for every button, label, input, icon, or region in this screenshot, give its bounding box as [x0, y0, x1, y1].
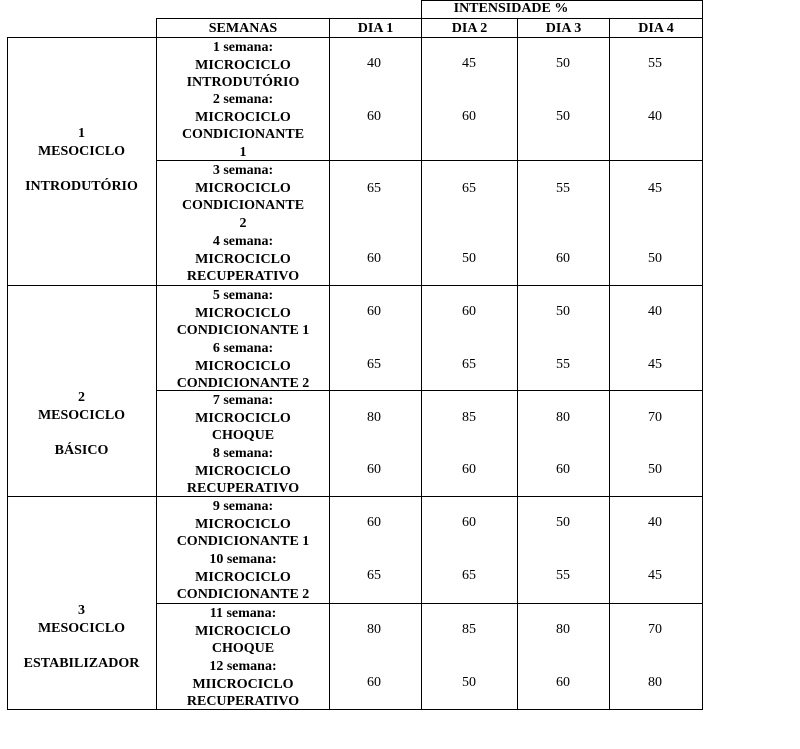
week-row-3	[157, 162, 329, 232]
microcycle-text: CONDICIONANTE 2	[176, 587, 310, 602]
intensity-value-week-3-dia-3: 55	[556, 181, 570, 196]
week-label: 3 semana:	[212, 163, 274, 178]
microcycle-text: MICROCICLO	[195, 57, 291, 73]
intensity-value-week-4-dia-2: 50	[462, 251, 476, 266]
microcycle-text: RECUPERATIVO	[186, 481, 300, 496]
rule-dia4	[609, 18, 610, 710]
week-label: 7 semana:	[212, 393, 274, 408]
microcycle-text: CONDICIONANTE 2	[176, 376, 310, 391]
intensity-value-week-8-dia-4: 50	[648, 462, 662, 477]
intensity-value-week-2-dia-3: 50	[556, 109, 570, 124]
microcycle-text: CONDICIONANTE	[181, 198, 305, 213]
intensity-value-week-10-dia-1: 65	[367, 568, 381, 583]
intensity-value-week-1-dia-2: 45	[462, 56, 476, 71]
header-dia-1: DIA 1	[357, 21, 394, 36]
intensity-value-week-1-dia-3: 50	[556, 56, 570, 71]
microcycle-text: MICROCICLO	[195, 516, 291, 532]
rule-right	[702, 0, 703, 710]
header-dia-3: DIA 3	[545, 21, 582, 36]
week-label: 9 semana:	[212, 499, 274, 514]
microcycle-text: INTRODUTÓRIO	[186, 75, 300, 90]
week-row-7	[157, 392, 329, 445]
intensity-value-week-11-dia-4: 70	[648, 622, 662, 637]
mesocycle-label: MESOCICLO	[37, 620, 126, 636]
rule-meso1-end	[7, 285, 703, 286]
intensity-value-week-2-dia-2: 60	[462, 109, 476, 124]
header-semanas: SEMANAS	[208, 21, 278, 36]
rule-meso2-end	[7, 496, 703, 497]
intensity-value-week-12-dia-4: 80	[648, 675, 662, 690]
rule-dia3	[517, 18, 518, 710]
intensity-value-week-10-dia-4: 45	[648, 568, 662, 583]
week-row-6	[157, 340, 329, 393]
mesocycle-number: 2	[78, 390, 85, 405]
mesocycle-3	[7, 602, 156, 672]
intensity-value-week-4-dia-4: 50	[648, 251, 662, 266]
intensity-value-week-8-dia-3: 60	[556, 462, 570, 477]
week-label: 8 semana:	[212, 446, 274, 461]
header-dia-4: DIA 4	[638, 21, 674, 36]
mesocycle-2	[7, 389, 156, 459]
mesocycle-number: 1	[78, 126, 85, 141]
microcycle-text: 2	[239, 215, 247, 231]
week-label: 2 semana:	[212, 92, 274, 107]
mesocycle-name: BÁSICO	[54, 442, 109, 458]
mesocycle-name: ESTABILIZADOR	[23, 655, 140, 671]
intensity-value-week-12-dia-2: 50	[462, 675, 476, 690]
week-row-10	[157, 551, 329, 604]
microcycle-text: CHOQUE	[211, 428, 275, 443]
week-row-4	[157, 233, 329, 286]
microcycle-text: MIICROCICLO	[192, 676, 294, 692]
intensity-value-week-8-dia-2: 60	[462, 462, 476, 477]
microcycle-text: CONDICIONANTE 1	[176, 534, 310, 549]
intensity-value-week-8-dia-1: 60	[367, 462, 381, 477]
intensity-value-week-12-dia-1: 60	[367, 675, 381, 690]
microcycle-text: MICROCICLO	[195, 305, 291, 321]
week-label: 4 semana:	[212, 234, 274, 249]
intensity-value-week-5-dia-1: 60	[367, 304, 381, 319]
microcycle-text: RECUPERATIVO	[186, 694, 300, 709]
microcycle-text: MICROCICLO	[195, 623, 291, 639]
intensity-value-week-2-dia-1: 60	[367, 109, 381, 124]
intensity-value-week-5-dia-3: 50	[556, 304, 570, 319]
microcycle-text: MICROCICLO	[195, 251, 291, 267]
week-label: 1 semana:	[212, 40, 274, 55]
intensity-value-week-6-dia-4: 45	[648, 357, 662, 372]
intensity-value-week-10-dia-2: 65	[462, 568, 476, 583]
week-label: 5 semana:	[212, 288, 274, 303]
mesocycle-number: 3	[78, 603, 85, 618]
week-label: 10 semana:	[209, 552, 277, 567]
week-label: 12 semana:	[209, 659, 277, 674]
intensity-value-week-6-dia-3: 55	[556, 357, 570, 372]
rule-dia1	[329, 18, 330, 710]
microcycle-text: MICROCICLO	[195, 569, 291, 585]
intensity-value-week-7-dia-1: 80	[367, 410, 381, 425]
intensity-value-week-9-dia-4: 40	[648, 515, 662, 530]
microcycle-text: MICROCICLO	[195, 463, 291, 479]
microcycle-text: MICROCICLO	[195, 180, 291, 196]
mesocycle-1	[7, 125, 156, 195]
microcycle-text: MICROCICLO	[195, 410, 291, 426]
microcycle-text: CHOQUE	[211, 641, 275, 656]
intensity-value-week-6-dia-2: 65	[462, 357, 476, 372]
intensity-value-week-7-dia-3: 80	[556, 410, 570, 425]
intensity-value-week-3-dia-1: 65	[367, 181, 381, 196]
intensity-value-week-5-dia-2: 60	[462, 304, 476, 319]
intensity-value-week-7-dia-4: 70	[648, 410, 662, 425]
intensity-value-week-4-dia-1: 60	[367, 251, 381, 266]
intensity-value-week-12-dia-3: 60	[556, 675, 570, 690]
intensity-value-week-11-dia-3: 80	[556, 622, 570, 637]
week-row-11	[157, 605, 329, 658]
rule-dia2	[421, 0, 422, 710]
intensity-value-week-11-dia-2: 85	[462, 622, 476, 637]
microcycle-text: 1	[239, 144, 247, 160]
rule-bottom	[7, 709, 703, 710]
week-row-5	[157, 287, 329, 340]
week-row-12	[157, 658, 329, 711]
intensity-value-week-1-dia-4: 55	[648, 56, 662, 71]
header-dia-2: DIA 2	[451, 21, 488, 36]
intensity-value-week-3-dia-2: 65	[462, 181, 476, 196]
rule-header	[157, 18, 703, 19]
intensity-value-week-3-dia-4: 45	[648, 181, 662, 196]
intensity-value-week-9-dia-1: 60	[367, 515, 381, 530]
intensity-value-week-2-dia-4: 40	[648, 109, 662, 124]
week-label: 11 semana:	[209, 606, 277, 621]
mesocycle-label: MESOCICLO	[37, 143, 126, 159]
microcycle-text: CONDICIONANTE 1	[176, 323, 310, 338]
mesocycle-name: INTRODUTÓRIO	[25, 178, 138, 194]
intensity-value-week-7-dia-2: 85	[462, 410, 476, 425]
week-row-8	[157, 445, 329, 498]
week-row-1	[157, 39, 329, 92]
intensity-value-week-9-dia-2: 60	[462, 515, 476, 530]
intensity-value-week-9-dia-3: 50	[556, 515, 570, 530]
intensity-value-week-11-dia-1: 80	[367, 622, 381, 637]
week-label: 6 semana:	[212, 341, 274, 356]
header-intensidade: INTENSIDADE %	[453, 1, 569, 16]
microcycle-text: MICROCICLO	[195, 358, 291, 374]
microcycle-text: RECUPERATIVO	[186, 269, 300, 284]
intensity-value-week-5-dia-4: 40	[648, 304, 662, 319]
mesocycle-label: MESOCICLO	[37, 407, 126, 423]
week-row-9	[157, 498, 329, 551]
microcycle-text: MICROCICLO	[195, 109, 291, 125]
intensity-value-week-1-dia-1: 40	[367, 56, 381, 71]
microcycle-text: CONDICIONANTE	[181, 127, 305, 142]
intensity-value-week-4-dia-3: 60	[556, 251, 570, 266]
intensity-value-week-10-dia-3: 55	[556, 568, 570, 583]
intensity-value-week-6-dia-1: 65	[367, 357, 381, 372]
week-row-2	[157, 91, 329, 161]
